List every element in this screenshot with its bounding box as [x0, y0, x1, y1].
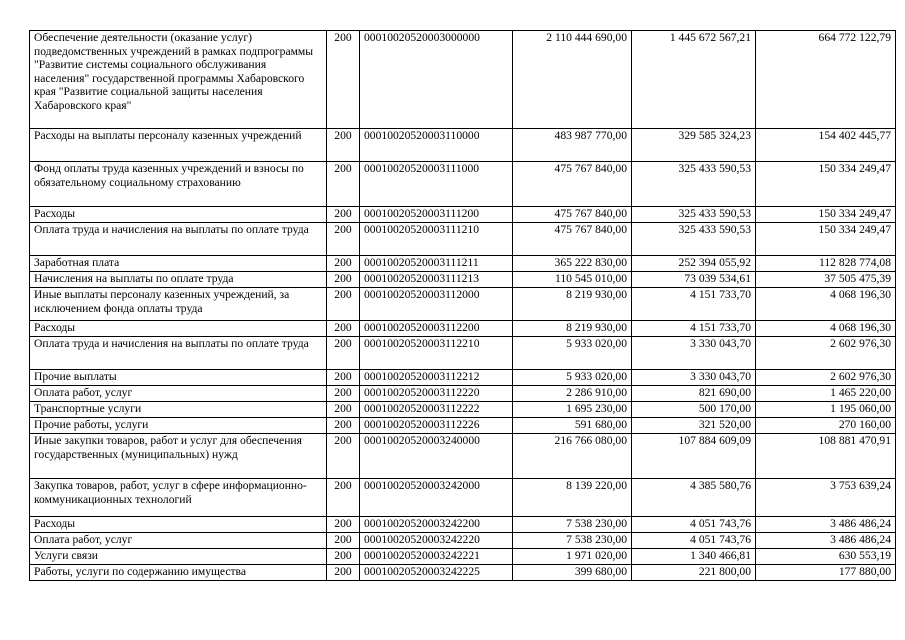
remaining-amount-cell: 3 753 639,24 [756, 479, 896, 517]
executed-amount-cell: 1 340 466,81 [632, 549, 756, 565]
budget-classification-code-cell: 00010020520003242000 [360, 479, 513, 517]
budget-classification-code-cell: 00010020520003242221 [360, 549, 513, 565]
remaining-amount-cell: 3 486 486,24 [756, 533, 896, 549]
expense-name-cell: Транспортные услуги [30, 402, 327, 418]
table-row [30, 517, 896, 533]
executed-amount-cell: 4 151 733,70 [632, 321, 756, 337]
budget-execution-table [29, 30, 896, 581]
approved-amount-cell: 591 680,00 [513, 418, 632, 434]
line-code-cell: 200 [327, 288, 360, 321]
executed-amount-cell: 1 445 672 567,21 [632, 31, 756, 129]
line-code-cell: 200 [327, 223, 360, 256]
executed-amount-cell: 107 884 609,09 [632, 434, 756, 479]
executed-amount-cell: 329 585 324,23 [632, 129, 756, 162]
expense-name-cell: Фонд оплаты труда казенных учреждений и взносы по обязательному социальному страхованию [30, 162, 327, 207]
line-code-cell: 200 [327, 272, 360, 288]
budget-classification-code-cell: 00010020520003110000 [360, 129, 513, 162]
table-row [30, 386, 896, 402]
budget-classification-code-cell: 00010020520003111210 [360, 223, 513, 256]
expense-name-cell: Прочие работы, услуги [30, 418, 327, 434]
table-row [30, 162, 896, 207]
line-code-cell: 200 [327, 162, 360, 207]
expense-name-cell: Оплата работ, услуг [30, 533, 327, 549]
table-row [30, 223, 896, 256]
remaining-amount-cell: 108 881 470,91 [756, 434, 896, 479]
remaining-amount-cell: 1 195 060,00 [756, 402, 896, 418]
approved-amount-cell: 475 767 840,00 [513, 207, 632, 223]
executed-amount-cell: 821 690,00 [632, 386, 756, 402]
remaining-amount-cell: 112 828 774,08 [756, 256, 896, 272]
line-code-cell: 200 [327, 321, 360, 337]
expense-name-cell: Оплата работ, услуг [30, 386, 327, 402]
line-code-cell: 200 [327, 479, 360, 517]
budget-classification-code-cell: 00010020520003112000 [360, 288, 513, 321]
table-row [30, 321, 896, 337]
budget-classification-code-cell: 00010020520003112212 [360, 370, 513, 386]
approved-amount-cell: 365 222 830,00 [513, 256, 632, 272]
expense-name-cell: Оплата труда и начисления на выплаты по оплате труда [30, 337, 327, 370]
executed-amount-cell: 4 151 733,70 [632, 288, 756, 321]
approved-amount-cell: 110 545 010,00 [513, 272, 632, 288]
remaining-amount-cell: 2 602 976,30 [756, 337, 896, 370]
approved-amount-cell: 8 139 220,00 [513, 479, 632, 517]
table-row [30, 337, 896, 370]
remaining-amount-cell: 1 465 220,00 [756, 386, 896, 402]
executed-amount-cell: 252 394 055,92 [632, 256, 756, 272]
budget-classification-code-cell: 00010020520003112222 [360, 402, 513, 418]
approved-amount-cell: 7 538 230,00 [513, 517, 632, 533]
table-row [30, 207, 896, 223]
budget-classification-code-cell: 00010020520003111213 [360, 272, 513, 288]
approved-amount-cell: 8 219 930,00 [513, 321, 632, 337]
remaining-amount-cell: 154 402 445,77 [756, 129, 896, 162]
remaining-amount-cell: 150 334 249,47 [756, 162, 896, 207]
table-row [30, 288, 896, 321]
budget-classification-code-cell: 00010020520003111200 [360, 207, 513, 223]
budget-classification-code-cell: 00010020520003242200 [360, 517, 513, 533]
table-body [30, 31, 896, 581]
line-code-cell: 200 [327, 256, 360, 272]
remaining-amount-cell: 270 160,00 [756, 418, 896, 434]
line-code-cell: 200 [327, 129, 360, 162]
executed-amount-cell: 3 330 043,70 [632, 370, 756, 386]
budget-classification-code-cell: 00010020520003111000 [360, 162, 513, 207]
executed-amount-cell: 73 039 534,61 [632, 272, 756, 288]
budget-classification-code-cell: 00010020520003111211 [360, 256, 513, 272]
approved-amount-cell: 475 767 840,00 [513, 162, 632, 207]
expense-name-cell: Иные выплаты персоналу казенных учреждений, за исключением фонда оплаты труда [30, 288, 327, 321]
remaining-amount-cell: 37 505 475,39 [756, 272, 896, 288]
line-code-cell: 200 [327, 337, 360, 370]
approved-amount-cell: 5 933 020,00 [513, 370, 632, 386]
remaining-amount-cell: 4 068 196,30 [756, 321, 896, 337]
remaining-amount-cell: 664 772 122,79 [756, 31, 896, 129]
table-row [30, 479, 896, 517]
remaining-amount-cell: 150 334 249,47 [756, 207, 896, 223]
budget-classification-code-cell: 00010020520003112226 [360, 418, 513, 434]
expense-name-cell: Расходы [30, 517, 327, 533]
expense-name-cell: Расходы [30, 207, 327, 223]
budget-classification-code-cell: 00010020520003240000 [360, 434, 513, 479]
line-code-cell: 200 [327, 207, 360, 223]
table-row [30, 549, 896, 565]
table-row [30, 31, 896, 129]
expense-name-cell: Услуги связи [30, 549, 327, 565]
approved-amount-cell: 8 219 930,00 [513, 288, 632, 321]
budget-classification-code-cell: 00010020520003000000 [360, 31, 513, 129]
approved-amount-cell: 5 933 020,00 [513, 337, 632, 370]
remaining-amount-cell: 630 553,19 [756, 549, 896, 565]
expense-name-cell: Оплата труда и начисления на выплаты по оплате труда [30, 223, 327, 256]
budget-classification-code-cell: 00010020520003112210 [360, 337, 513, 370]
table-row [30, 272, 896, 288]
approved-amount-cell: 399 680,00 [513, 565, 632, 581]
table-row [30, 434, 896, 479]
executed-amount-cell: 325 433 590,53 [632, 162, 756, 207]
executed-amount-cell: 500 170,00 [632, 402, 756, 418]
approved-amount-cell: 2 110 444 690,00 [513, 31, 632, 129]
budget-classification-code-cell: 00010020520003242220 [360, 533, 513, 549]
expense-name-cell: Расходы [30, 321, 327, 337]
executed-amount-cell: 4 385 580,76 [632, 479, 756, 517]
approved-amount-cell: 7 538 230,00 [513, 533, 632, 549]
expense-name-cell: Работы, услуги по содержанию имущества [30, 565, 327, 581]
table-row [30, 533, 896, 549]
budget-classification-code-cell: 00010020520003242225 [360, 565, 513, 581]
remaining-amount-cell: 150 334 249,47 [756, 223, 896, 256]
line-code-cell: 200 [327, 31, 360, 129]
expense-name-cell: Иные закупки товаров, работ и услуг для обеспечения государственных (муниципальных) нужд [30, 434, 327, 479]
expense-name-cell: Заработная плата [30, 256, 327, 272]
expense-name-cell: Обеспечение деятельности (оказание услуг) подведомственных учреждений в рамках подпрограммы "Развитие системы социального обслуживания населения" государственной программы Хабаровского края "Развитие социальной защиты населения Хабаровского края" [30, 31, 327, 129]
line-code-cell: 200 [327, 517, 360, 533]
line-code-cell: 200 [327, 402, 360, 418]
line-code-cell: 200 [327, 549, 360, 565]
budget-classification-code-cell: 00010020520003112200 [360, 321, 513, 337]
line-code-cell: 200 [327, 386, 360, 402]
line-code-cell: 200 [327, 434, 360, 479]
approved-amount-cell: 1 695 230,00 [513, 402, 632, 418]
remaining-amount-cell: 4 068 196,30 [756, 288, 896, 321]
approved-amount-cell: 216 766 080,00 [513, 434, 632, 479]
approved-amount-cell: 475 767 840,00 [513, 223, 632, 256]
table-row [30, 370, 896, 386]
executed-amount-cell: 325 433 590,53 [632, 223, 756, 256]
executed-amount-cell: 325 433 590,53 [632, 207, 756, 223]
executed-amount-cell: 4 051 743,76 [632, 517, 756, 533]
table-row [30, 129, 896, 162]
table-row [30, 565, 896, 581]
remaining-amount-cell: 2 602 976,30 [756, 370, 896, 386]
executed-amount-cell: 4 051 743,76 [632, 533, 756, 549]
table-row [30, 256, 896, 272]
executed-amount-cell: 321 520,00 [632, 418, 756, 434]
executed-amount-cell: 221 800,00 [632, 565, 756, 581]
line-code-cell: 200 [327, 418, 360, 434]
expense-name-cell: Закупка товаров, работ, услуг в сфере информационно-коммуникационных технологий [30, 479, 327, 517]
remaining-amount-cell: 177 880,00 [756, 565, 896, 581]
remaining-amount-cell: 3 486 486,24 [756, 517, 896, 533]
approved-amount-cell: 1 971 020,00 [513, 549, 632, 565]
table-row [30, 418, 896, 434]
expense-name-cell: Прочие выплаты [30, 370, 327, 386]
approved-amount-cell: 483 987 770,00 [513, 129, 632, 162]
approved-amount-cell: 2 286 910,00 [513, 386, 632, 402]
budget-classification-code-cell: 00010020520003112220 [360, 386, 513, 402]
line-code-cell: 200 [327, 533, 360, 549]
expense-name-cell: Расходы на выплаты персоналу казенных учреждений [30, 129, 327, 162]
line-code-cell: 200 [327, 565, 360, 581]
expense-name-cell: Начисления на выплаты по оплате труда [30, 272, 327, 288]
executed-amount-cell: 3 330 043,70 [632, 337, 756, 370]
line-code-cell: 200 [327, 370, 360, 386]
table-row [30, 402, 896, 418]
